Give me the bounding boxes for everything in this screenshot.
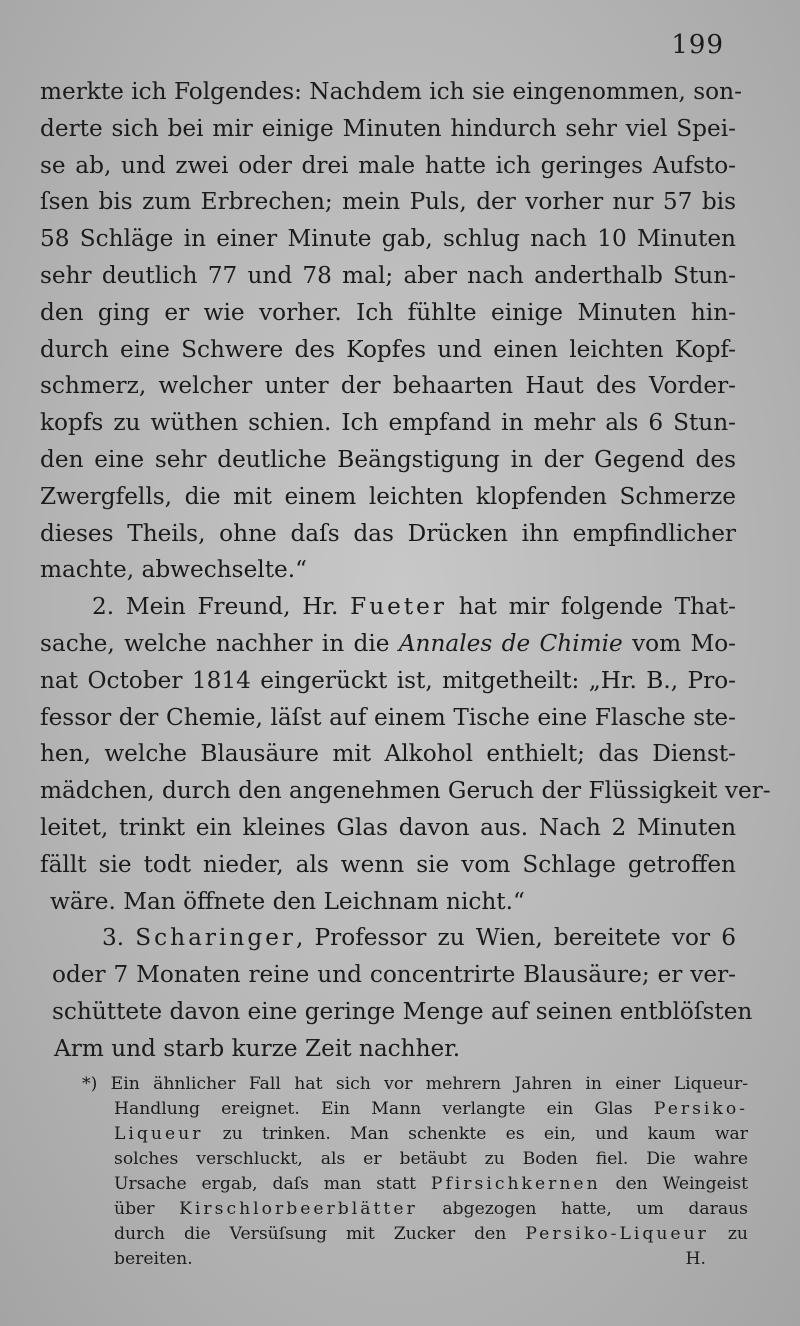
page-number: 199 bbox=[671, 30, 724, 60]
text-run: 3. bbox=[102, 924, 136, 952]
footnote-line bbox=[82, 1097, 748, 1122]
text-line: durch eine Schwere des Kopfes und einen leichten Kopf- bbox=[40, 335, 736, 363]
text-run: 2. Mein Freund, Hr. bbox=[92, 593, 351, 621]
footnote-line bbox=[82, 1247, 748, 1272]
text-line: oder 7 Monaten reine und concentrirte Blausäure; er ver- bbox=[52, 961, 736, 989]
footnote-line bbox=[82, 1222, 748, 1247]
text-run: Handlung ereignet. Ein Mann verlangte ein Glas bbox=[114, 1099, 654, 1119]
text-run: bereiten. bbox=[114, 1249, 193, 1269]
text-line: hen, welche Blausäure mit Alkohol enthielt; das Dienst- bbox=[40, 740, 736, 768]
paragraph-3-first-line bbox=[40, 920, 736, 957]
paragraph-2-first-line bbox=[40, 589, 736, 626]
footnote-line bbox=[82, 1122, 748, 1147]
text-line: den ging er wie vorher. Ich fühlte einige Minuten hin- bbox=[40, 298, 736, 326]
footnote-line bbox=[82, 1197, 748, 1222]
text-line: 58 Schläge in einer Minute gab, schlug nach 10 Minuten bbox=[40, 225, 736, 253]
text-run: über bbox=[114, 1199, 180, 1219]
text-run: hat mir folgende That- bbox=[446, 593, 737, 621]
footnote-line: solches verschluckt, als er betäubt zu Boden fiel. Die wahre bbox=[114, 1149, 748, 1169]
text-line: Arm und starb kurze Zeit nachher. bbox=[54, 1034, 461, 1062]
text-line: fessor der Chemie, läſst auf einem Tische eine Flasche ste- bbox=[40, 703, 736, 731]
paragraph-2-line bbox=[40, 626, 736, 663]
footnote-line: *) Ein ähnlicher Fall hat sich vor mehrern Jahren in einer Liqueur- bbox=[82, 1074, 748, 1094]
main-text-block bbox=[40, 74, 771, 1068]
spaced-term: Liqueur bbox=[114, 1124, 204, 1144]
text-line: dieses Theils, ohne daſs das Drücken ihn empfindlicher bbox=[40, 519, 736, 547]
footnote-line bbox=[82, 1172, 748, 1197]
text-line: fällt sie todt nieder, als wenn sie vom Schlage getroffen bbox=[40, 850, 736, 878]
text-line: Zwergfells, die mit einem leichten klopfenden Schmerze bbox=[40, 482, 736, 510]
text-run: sache, welche nachher in die bbox=[40, 629, 399, 657]
text-line: schmerz, welcher unter der behaarten Haut des Vorder- bbox=[40, 372, 736, 400]
text-run: den Weingeist bbox=[600, 1174, 749, 1194]
text-line: leitet, trinkt ein kleines Glas davon aus. Nach 2 Minuten bbox=[40, 813, 736, 841]
text-line: merkte ich Folgendes: Nachdem ich sie eingenommen, son- bbox=[40, 78, 742, 105]
text-line: derte sich bei mir einige Minuten hindurch sehr viel Spei- bbox=[40, 114, 736, 142]
text-run: abgezogen hatte, um daraus bbox=[417, 1199, 748, 1219]
text-line: schüttete davon eine geringe Menge auf seinen entblöſsten bbox=[52, 997, 753, 1025]
footnote bbox=[82, 1072, 748, 1272]
name-scharinger: Scharinger bbox=[135, 924, 297, 952]
spaced-term: Persiko- bbox=[653, 1099, 748, 1119]
text-line: ſsen bis zum Erbrechen; mein Puls, der vorher nur 57 bis bbox=[40, 188, 736, 216]
text-line: den eine sehr deutliche Beängstigung in der Gegend des bbox=[40, 445, 736, 473]
text-line: nat October 1814 eingerückt ist, mitgetheilt: „Hr. B., Pro- bbox=[40, 666, 736, 694]
text-line: se ab, und zwei oder drei male hatte ich geringes Aufsto- bbox=[40, 151, 736, 179]
footnote-signature: H. bbox=[685, 1249, 706, 1269]
text-run: vom Mo- bbox=[622, 629, 737, 657]
journal-title: Annales de Chimie bbox=[398, 629, 623, 657]
text-run: , Professor zu Wien, bereitete vor 6 bbox=[296, 924, 736, 952]
name-fueter: Fueter bbox=[350, 593, 447, 621]
text-line: sehr deutlich 77 und 78 mal; aber nach anderthalb Stun- bbox=[40, 261, 736, 289]
text-line: wäre. Man öffnete den Leichnam nicht.“ bbox=[50, 887, 525, 915]
text-line: machte, abwechselte.“ bbox=[40, 556, 307, 584]
text-run: durch die Versüſsung mit Zucker den bbox=[114, 1224, 526, 1244]
text-run: zu bbox=[708, 1224, 748, 1244]
text-line: mädchen, durch den angenehmen Geruch der Flüssigkeit ver- bbox=[40, 777, 771, 805]
text-line: kopfs zu wüthen schien. Ich empfand in mehr als 6 Stun- bbox=[40, 409, 736, 437]
spaced-term: Persiko-Liqueur bbox=[525, 1224, 709, 1244]
text-run: Ursache ergab, daſs man statt bbox=[114, 1174, 431, 1194]
spaced-term: Pfirsichkernen bbox=[430, 1174, 601, 1194]
spaced-term: Kirschlorbeerblätter bbox=[179, 1199, 418, 1219]
text-run: zu trinken. Man schenkte es ein, und kaum war bbox=[203, 1124, 748, 1144]
